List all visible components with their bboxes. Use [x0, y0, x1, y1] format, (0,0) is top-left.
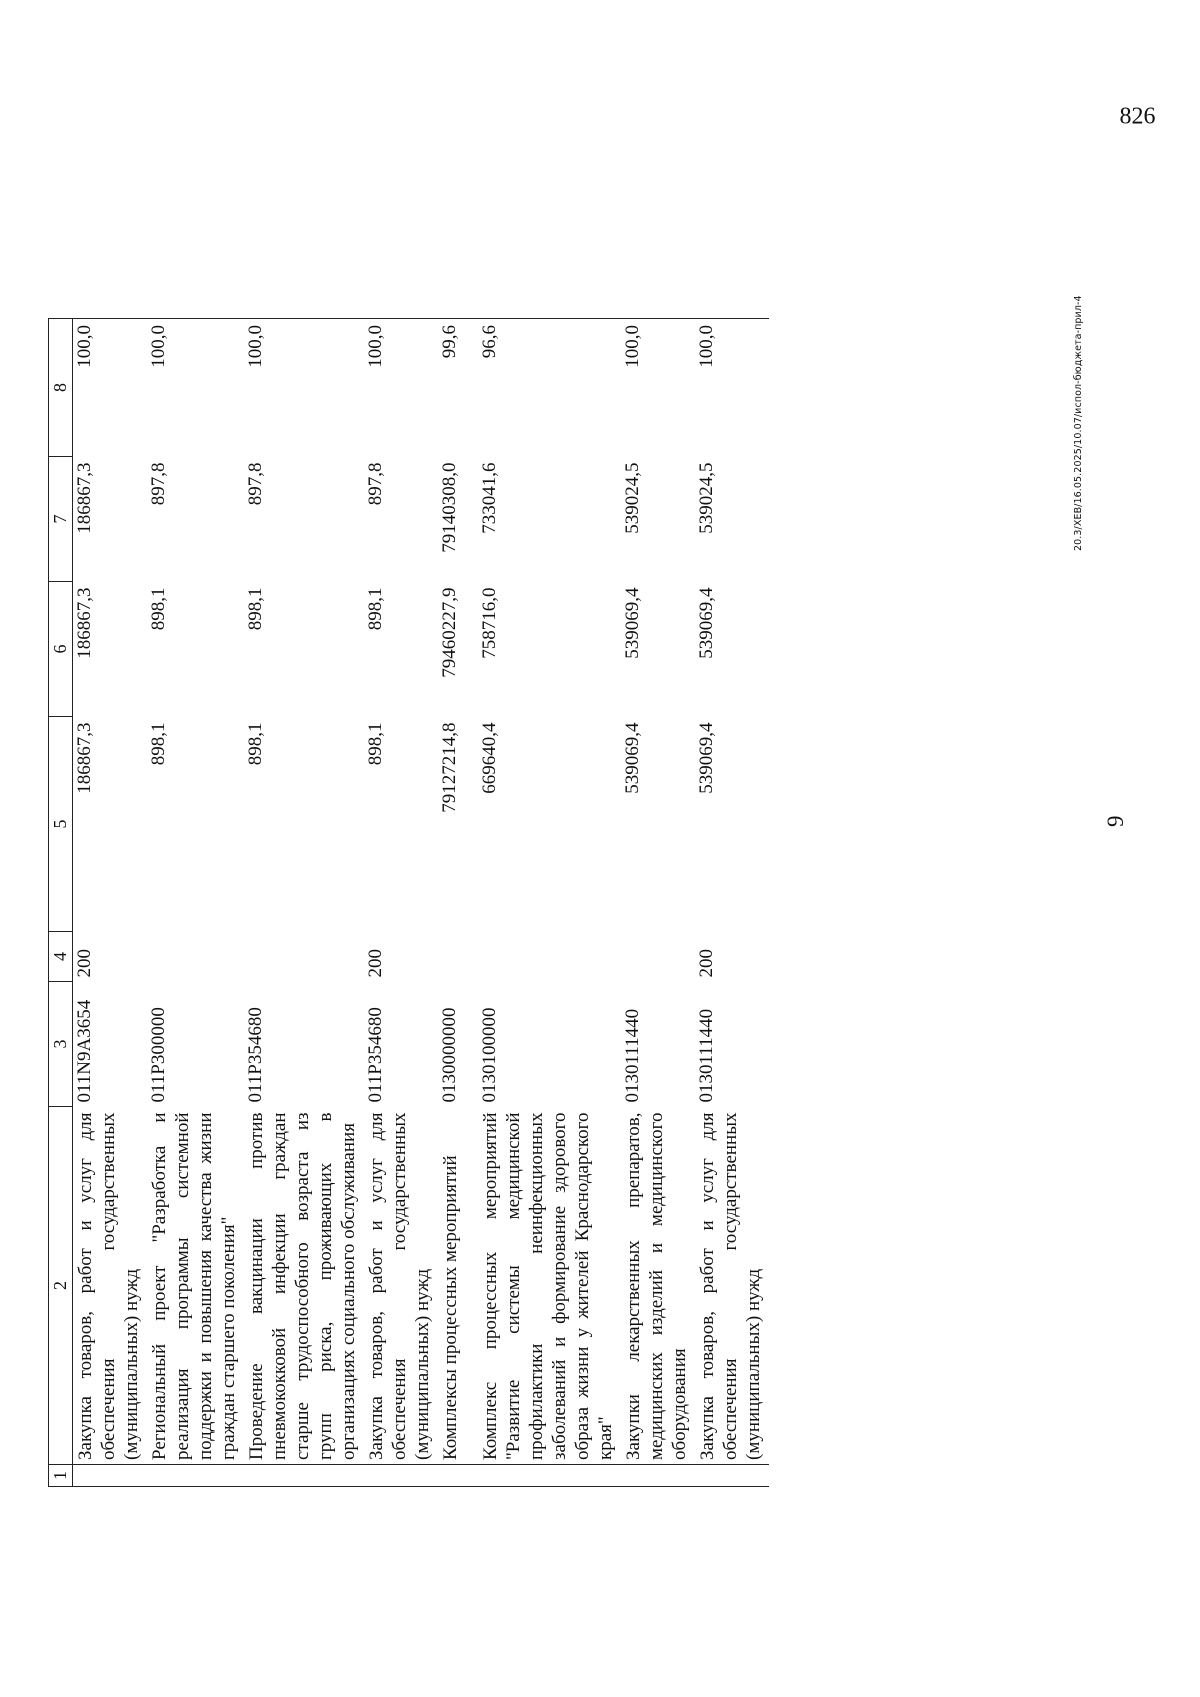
table-row: [695, 319, 769, 1487]
column-number-row: [49, 319, 73, 1487]
sheet-number: 826: [1119, 103, 1156, 130]
table-row: [364, 319, 438, 1487]
expense-type: [147, 932, 244, 982]
row-number-cell: [73, 1465, 148, 1487]
table-row: [621, 319, 695, 1487]
budget-table: [48, 318, 769, 1487]
table-row: [478, 319, 621, 1487]
amount-col5: 898,1: [365, 722, 386, 766]
amount-col5: 186867,3: [74, 722, 95, 794]
amount-col6: 898,1: [148, 587, 169, 631]
target-code: 011Р354680: [245, 1007, 266, 1103]
amount-col7: 897,8: [245, 462, 266, 506]
amount-col5: 539069,4: [696, 722, 717, 794]
amount-col7: 897,8: [365, 462, 386, 506]
amount-col6: 898,1: [365, 587, 386, 631]
percent-col8: 100,0: [73, 319, 148, 457]
row-number-cell: [478, 1465, 621, 1487]
column-header: 8: [49, 319, 73, 457]
item-name: Региональный проект "Разработка и реализация программы системной поддержки и повышения качества жизни граждан старшего поколения": [149, 1112, 239, 1460]
table-row: [438, 319, 478, 1487]
expense-type: [244, 932, 364, 982]
amount-col7: 733041,6: [479, 462, 500, 534]
row-number-cell: [695, 1465, 769, 1487]
amount-col6: 186867,3: [74, 587, 95, 659]
table-row: [73, 319, 148, 1487]
amount-col6: 539069,4: [622, 587, 643, 659]
target-code: 011Р300000: [148, 1007, 169, 1103]
column-header: 5: [49, 717, 73, 932]
column-header: 6: [49, 582, 73, 717]
amount-col6: 758716,0: [479, 587, 500, 659]
item-name: Проведение вакцинации против пневмококковой инфекции граждан старше трудоспособного возраста из групп риска, проживающих в организациях социального обслуживания: [246, 1112, 359, 1460]
target-code: 0130111440: [696, 1008, 717, 1103]
expense-type: 200: [696, 949, 717, 978]
table-row: [244, 319, 364, 1487]
item-name: Закупка товаров, работ и услуг для обеспечения государственных (муниципальных) нужд: [366, 1112, 433, 1460]
expense-type: [478, 932, 621, 982]
percent-col8: 100,0: [147, 319, 244, 457]
expense-type: [438, 932, 478, 982]
item-name: Закупки лекарственных препаратов, медицинских изделий и медицинского оборудования: [623, 1112, 690, 1460]
amount-col5: 79127214,8: [439, 722, 460, 813]
item-name: Комплекс процессных мероприятий "Развитие системы медицинской профилактики неинфекционных заболеваний и формирование здорового образа жизни у жителей Краснодарского края": [480, 1112, 616, 1460]
row-number-cell: [244, 1465, 364, 1487]
column-header: 7: [49, 457, 73, 582]
column-header: 2: [49, 1107, 73, 1465]
amount-col7: 539024,5: [622, 462, 643, 534]
expense-type: [621, 932, 695, 982]
target-code: 0130111440: [622, 1008, 643, 1103]
amount-col7: 186867,3: [74, 462, 95, 534]
item-name: Закупка товаров, работ и услуг для обеспечения государственных (муниципальных) нужд: [697, 1112, 764, 1460]
file-path-note: 20.3/XEB/16.05.2025/10.07/испол-бюджета-прил-4: [1073, 295, 1084, 551]
expense-type: 200: [365, 949, 386, 978]
column-header: 4: [49, 932, 73, 982]
amount-col6: 539069,4: [696, 587, 717, 659]
row-number-cell: [364, 1465, 438, 1487]
percent-col8: 99,6: [438, 319, 478, 457]
amount-col6: 79460227,9: [439, 587, 460, 678]
column-header: 3: [49, 982, 73, 1107]
amount-col5: 539069,4: [622, 722, 643, 794]
column-header: 1: [49, 1465, 73, 1487]
amount-col6: 898,1: [245, 587, 266, 631]
percent-col8: 96,6: [478, 319, 621, 457]
row-number-cell: [147, 1465, 244, 1487]
target-code: 0130000000: [439, 1007, 460, 1103]
amount-col5: 898,1: [148, 722, 169, 766]
page-number: 9: [1103, 815, 1128, 827]
item-name: Закупка товаров, работ и услуг для обеспечения государственных (муниципальных) нужд: [75, 1112, 142, 1460]
table-row: [147, 319, 244, 1487]
amount-col7: 897,8: [148, 462, 169, 506]
percent-col8: 100,0: [364, 319, 438, 457]
amount-col7: 539024,5: [696, 462, 717, 534]
row-number-cell: [621, 1465, 695, 1487]
target-code: 0130100000: [479, 1007, 500, 1103]
amount-col7: 79140308,0: [439, 462, 460, 553]
row-number-cell: [438, 1465, 478, 1487]
amount-col5: 669640,4: [479, 722, 500, 794]
expense-type: 200: [74, 949, 95, 978]
target-code: 011Р354680: [365, 1007, 386, 1103]
item-name: Комплексы процессных мероприятий: [440, 1155, 461, 1460]
table-header: [49, 319, 73, 1487]
amount-col5: 898,1: [245, 722, 266, 766]
percent-col8: 100,0: [244, 319, 364, 457]
table-body: [73, 319, 770, 1487]
percent-col8: 100,0: [695, 319, 769, 457]
percent-col8: 100,0: [621, 319, 695, 457]
target-code: 011N9A3654: [74, 999, 95, 1103]
